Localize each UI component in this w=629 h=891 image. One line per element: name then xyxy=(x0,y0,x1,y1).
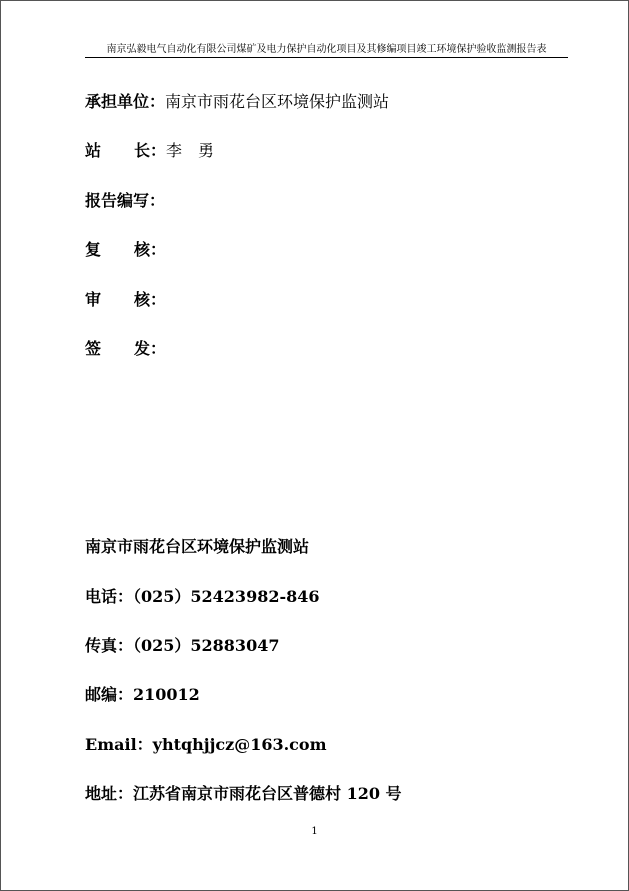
station-name: 南京市雨花台区环境保护监测站 xyxy=(85,537,310,556)
undertaking-unit-label: 承担单位： xyxy=(85,92,166,111)
page-number: 1 xyxy=(311,826,318,837)
director-row xyxy=(85,141,214,161)
address-line: 地址：江苏省南京市雨花台区普德村 120 号 xyxy=(85,784,402,803)
director-value: 李 勇 xyxy=(166,141,215,160)
director-label-second: 长： xyxy=(134,141,167,160)
auditor-row xyxy=(85,290,166,310)
issuer-row xyxy=(85,339,166,359)
reviewer-label-second: 核： xyxy=(134,240,167,259)
reviewer-row xyxy=(85,240,166,260)
document-header: 南京弘毅电气自动化有限公司煤矿及电力保护自动化项目及其修编项目竣工环境保护验收监测报告表 xyxy=(106,44,547,55)
header-divider xyxy=(85,57,568,58)
undertaking-unit-row xyxy=(85,92,389,112)
undertaking-unit-value: 南京市雨花台区环境保护监测站 xyxy=(165,92,390,111)
fax-line: 传真：（025）52883047 xyxy=(85,636,280,655)
postcode-line: 邮编：210012 xyxy=(85,685,200,704)
auditor-label-first: 审 xyxy=(85,290,102,309)
email-line: Email：yhtqhjjcz@163.com xyxy=(85,735,327,754)
issuer-label-second: 发： xyxy=(134,339,167,358)
report-writer-label: 报告编写： xyxy=(85,191,166,210)
phone-line: 电话：（025）52423982-846 xyxy=(85,587,320,606)
issuer-label-first: 签 xyxy=(85,339,102,358)
reviewer-label-first: 复 xyxy=(85,240,102,259)
report-writer-row xyxy=(85,191,165,211)
auditor-label-second: 核： xyxy=(134,290,167,309)
director-label-first: 站 xyxy=(85,141,102,160)
